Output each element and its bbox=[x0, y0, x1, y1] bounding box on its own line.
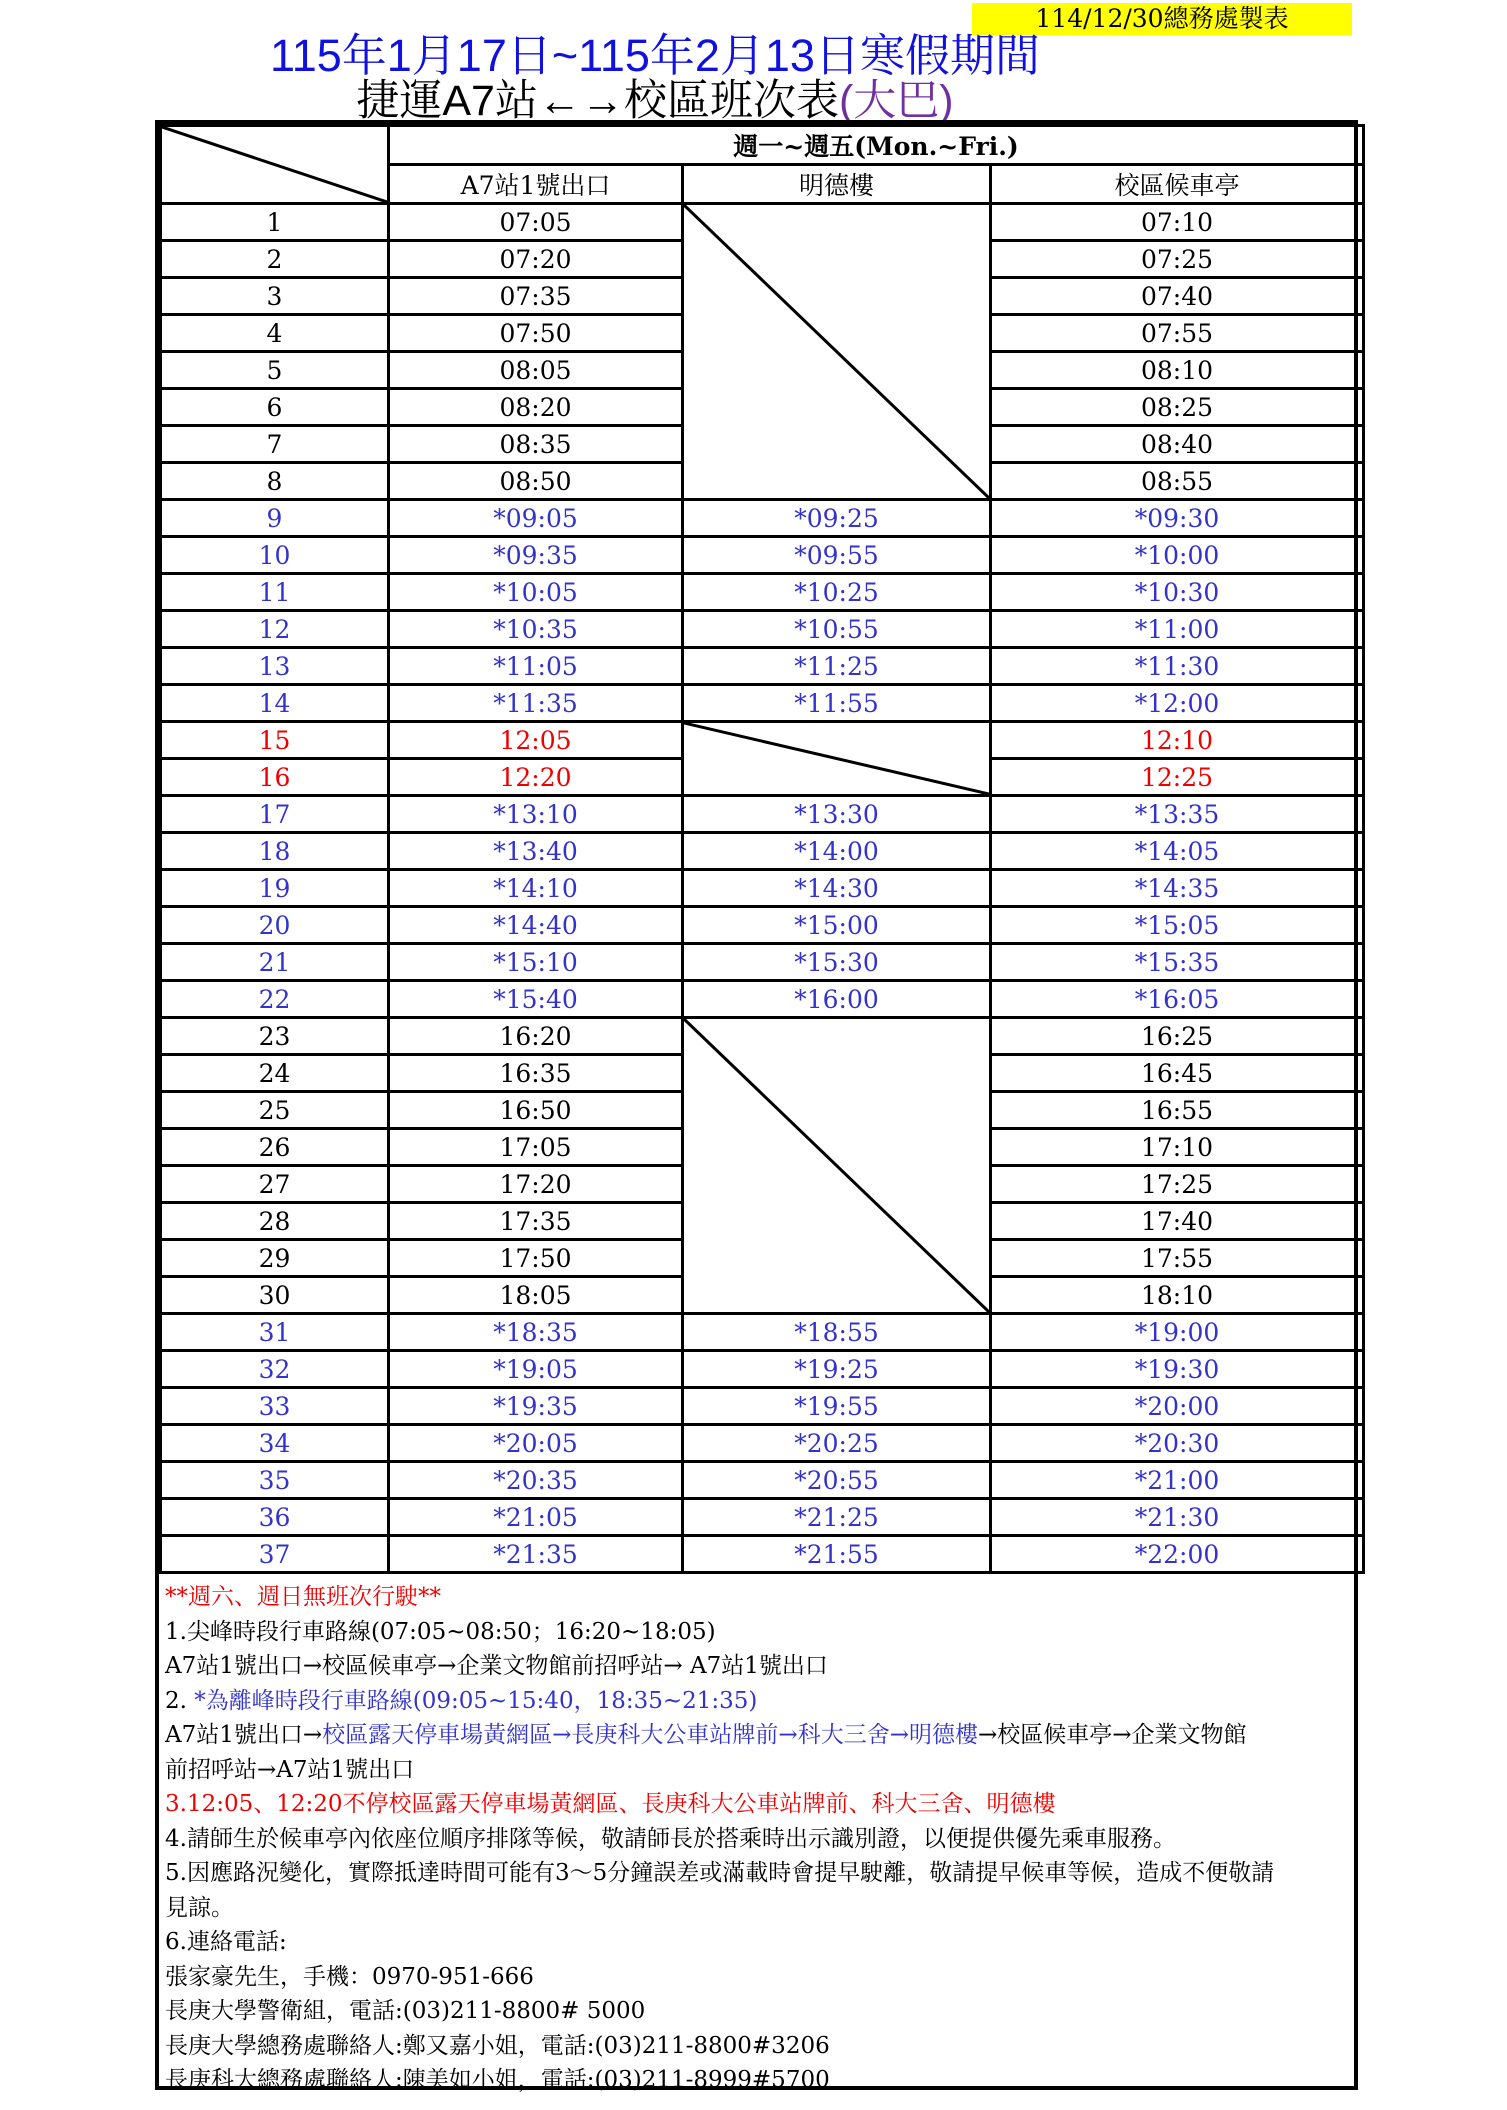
table-row bbox=[161, 648, 1364, 685]
schedule-frame bbox=[155, 120, 1358, 2093]
row-number-cell: 35 bbox=[161, 1462, 389, 1499]
schedule-tbody bbox=[161, 204, 1364, 1573]
row-number-cell: 21 bbox=[161, 944, 389, 981]
time-cell-a7: *09:05 bbox=[389, 500, 683, 537]
note-text-segment: A7站1號出口→校區候車亭→企業文物館前招呼站→ A7站1號出口 bbox=[165, 1653, 828, 1679]
row-number-cell: 20 bbox=[161, 907, 389, 944]
row-number-cell: 27 bbox=[161, 1166, 389, 1203]
row-number-cell: 26 bbox=[161, 1129, 389, 1166]
diagonal-line-icon bbox=[162, 127, 387, 202]
time-cell-campus: 17:25 bbox=[991, 1166, 1364, 1203]
note-line bbox=[165, 1925, 1348, 1960]
time-cell-a7: 08:50 bbox=[389, 463, 683, 500]
no-service-diagonal-cell bbox=[683, 1018, 991, 1314]
time-cell-a7: *19:05 bbox=[389, 1351, 683, 1388]
row-number-cell: 10 bbox=[161, 537, 389, 574]
row-number-cell: 9 bbox=[161, 500, 389, 537]
time-cell-a7: 08:20 bbox=[389, 389, 683, 426]
time-cell-campus: *15:35 bbox=[991, 944, 1364, 981]
time-cell-a7: *20:35 bbox=[389, 1462, 683, 1499]
time-cell-campus: 08:25 bbox=[991, 389, 1364, 426]
time-cell-campus: 18:10 bbox=[991, 1277, 1364, 1314]
time-cell-a7: 12:05 bbox=[389, 722, 683, 759]
time-cell-mingde: *15:30 bbox=[683, 944, 991, 981]
note-line bbox=[165, 1580, 1348, 1615]
weekday-group-header: 週一~週五(Mon.~Fri.) bbox=[389, 126, 1364, 165]
row-number-cell: 34 bbox=[161, 1425, 389, 1462]
time-cell-campus: 12:25 bbox=[991, 759, 1364, 796]
table-row bbox=[161, 1388, 1364, 1425]
time-cell-a7: *14:40 bbox=[389, 907, 683, 944]
time-cell-mingde: *14:30 bbox=[683, 870, 991, 907]
note-text-segment: 長庚科大總務處聯絡人:陳美如小姐，電話:(03)211-8999#5700 bbox=[165, 2067, 830, 2093]
table-row bbox=[161, 611, 1364, 648]
time-cell-mingde: *21:25 bbox=[683, 1499, 991, 1536]
time-cell-a7: 08:35 bbox=[389, 426, 683, 463]
note-text-segment: 6.連絡電話: bbox=[165, 1929, 287, 1955]
time-cell-mingde: *19:25 bbox=[683, 1351, 991, 1388]
time-cell-mingde: *20:25 bbox=[683, 1425, 991, 1462]
time-cell-mingde: *18:55 bbox=[683, 1314, 991, 1351]
note-line bbox=[165, 1787, 1348, 1822]
time-cell-a7: 16:35 bbox=[389, 1055, 683, 1092]
row-number-cell: 6 bbox=[161, 389, 389, 426]
time-cell-a7: *14:10 bbox=[389, 870, 683, 907]
time-cell-campus: *11:30 bbox=[991, 648, 1364, 685]
time-cell-a7: *20:05 bbox=[389, 1425, 683, 1462]
row-number-cell: 18 bbox=[161, 833, 389, 870]
table-row bbox=[161, 1536, 1364, 1573]
row-number-cell: 13 bbox=[161, 648, 389, 685]
time-cell-campus: 16:45 bbox=[991, 1055, 1364, 1092]
maker-label: 114/12/30總務處製表 bbox=[972, 3, 1352, 35]
row-number-cell: 2 bbox=[161, 241, 389, 278]
row-number-cell: 32 bbox=[161, 1351, 389, 1388]
row-number-cell: 17 bbox=[161, 796, 389, 833]
note-line bbox=[165, 1615, 1348, 1650]
page-subtitle bbox=[0, 78, 1310, 124]
time-cell-mingde: *11:25 bbox=[683, 648, 991, 685]
time-cell-mingde: *20:55 bbox=[683, 1462, 991, 1499]
time-cell-a7: *10:35 bbox=[389, 611, 683, 648]
page-title: 115年1月17日~115年2月13日寒假期間 bbox=[270, 30, 1040, 81]
time-cell-campus: 08:55 bbox=[991, 463, 1364, 500]
note-text-segment: 4.請師生於候車亭內依座位順序排隊等候，敬請師長於搭乘時出示識別證，以便提供優先乘車服務。 bbox=[165, 1825, 1176, 1852]
table-row bbox=[161, 907, 1364, 944]
table-row bbox=[161, 204, 1364, 241]
time-cell-a7: *15:40 bbox=[389, 981, 683, 1018]
time-cell-a7: *21:05 bbox=[389, 1499, 683, 1536]
time-cell-mingde: *14:00 bbox=[683, 833, 991, 870]
row-number-cell: 22 bbox=[161, 981, 389, 1018]
note-line bbox=[165, 1822, 1348, 1857]
row-number-cell: 36 bbox=[161, 1499, 389, 1536]
col-header-mingde-building: 明德樓 bbox=[683, 165, 991, 204]
time-cell-a7: 16:50 bbox=[389, 1092, 683, 1129]
time-cell-campus: *13:35 bbox=[991, 796, 1364, 833]
time-cell-a7: *11:05 bbox=[389, 648, 683, 685]
subtitle-bus-type: (大巴) bbox=[838, 77, 954, 125]
time-cell-campus: 07:40 bbox=[991, 278, 1364, 315]
time-cell-mingde: *11:55 bbox=[683, 685, 991, 722]
corner-cell bbox=[161, 126, 389, 204]
table-row bbox=[161, 1351, 1364, 1388]
table-row bbox=[161, 833, 1364, 870]
time-cell-a7: *11:35 bbox=[389, 685, 683, 722]
table-row bbox=[161, 944, 1364, 981]
diagonal-line-icon bbox=[684, 205, 989, 498]
row-number-cell: 5 bbox=[161, 352, 389, 389]
note-text-segment: 3.12:05、12:20不停校區露天停車場黃網區、長庚科大公車站牌前、科大三舍、明德樓 bbox=[165, 1791, 1056, 1817]
header-row-group bbox=[161, 126, 1364, 165]
table-row bbox=[161, 574, 1364, 611]
time-cell-campus: *21:00 bbox=[991, 1462, 1364, 1499]
time-cell-campus: *14:35 bbox=[991, 870, 1364, 907]
note-line bbox=[165, 1856, 1348, 1891]
note-text-segment: 前招呼站→A7站1號出口 bbox=[165, 1756, 415, 1783]
table-row bbox=[161, 1314, 1364, 1351]
time-cell-campus: *12:00 bbox=[991, 685, 1364, 722]
row-number-cell: 3 bbox=[161, 278, 389, 315]
time-cell-campus: *20:30 bbox=[991, 1425, 1364, 1462]
time-cell-a7: *19:35 bbox=[389, 1388, 683, 1425]
time-cell-mingde: *09:55 bbox=[683, 537, 991, 574]
time-cell-a7: *13:10 bbox=[389, 796, 683, 833]
row-number-cell: 14 bbox=[161, 685, 389, 722]
note-text-segment: 1.尖峰時段行車路線(07:05~08:50；16:20~18:05) bbox=[165, 1618, 716, 1645]
table-row bbox=[161, 500, 1364, 537]
time-cell-campus: *10:30 bbox=[991, 574, 1364, 611]
time-cell-a7: *18:35 bbox=[389, 1314, 683, 1351]
note-line bbox=[165, 1960, 1348, 1995]
row-number-cell: 28 bbox=[161, 1203, 389, 1240]
table-row bbox=[161, 1499, 1364, 1536]
time-cell-a7: 18:05 bbox=[389, 1277, 683, 1314]
time-cell-mingde: *16:00 bbox=[683, 981, 991, 1018]
col-header-campus-shelter: 校區候車亭 bbox=[991, 165, 1364, 204]
row-number-cell: 24 bbox=[161, 1055, 389, 1092]
time-cell-a7: *09:35 bbox=[389, 537, 683, 574]
time-cell-a7: 12:20 bbox=[389, 759, 683, 796]
note-text-segment: 張家豪先生，手機：0970-951-666 bbox=[165, 1963, 534, 1990]
note-text-segment: 長庚大學總務處聯絡人:鄭又嘉小姐，電話:(03)211-8800#3206 bbox=[165, 2032, 830, 2059]
time-cell-a7: *10:05 bbox=[389, 574, 683, 611]
table-row bbox=[161, 1462, 1364, 1499]
row-number-cell: 4 bbox=[161, 315, 389, 352]
time-cell-campus: *14:05 bbox=[991, 833, 1364, 870]
time-cell-campus: *19:30 bbox=[991, 1351, 1364, 1388]
note-line bbox=[165, 1684, 1348, 1719]
time-cell-campus: *09:30 bbox=[991, 500, 1364, 537]
time-cell-campus: 16:55 bbox=[991, 1092, 1364, 1129]
time-cell-a7: 08:05 bbox=[389, 352, 683, 389]
time-cell-campus: *11:00 bbox=[991, 611, 1364, 648]
time-cell-campus: *10:00 bbox=[991, 537, 1364, 574]
no-service-diagonal-cell bbox=[683, 722, 991, 796]
note-text-segment: →校區候車亭→企業文物館 bbox=[977, 1722, 1247, 1748]
time-cell-mingde: *13:30 bbox=[683, 796, 991, 833]
time-cell-a7: 07:20 bbox=[389, 241, 683, 278]
table-row bbox=[161, 722, 1364, 759]
note-text-segment: 2. bbox=[165, 1687, 195, 1714]
table-row bbox=[161, 870, 1364, 907]
row-number-cell: 11 bbox=[161, 574, 389, 611]
row-number-cell: 23 bbox=[161, 1018, 389, 1055]
time-cell-campus: *22:00 bbox=[991, 1536, 1364, 1573]
row-number-cell: 19 bbox=[161, 870, 389, 907]
time-cell-a7: 17:20 bbox=[389, 1166, 683, 1203]
row-number-cell: 15 bbox=[161, 722, 389, 759]
row-number-cell: 37 bbox=[161, 1536, 389, 1573]
note-line bbox=[165, 1649, 1348, 1684]
time-cell-campus: 12:10 bbox=[991, 722, 1364, 759]
col-header-a7-exit1: A7站1號出口 bbox=[389, 165, 683, 204]
time-cell-a7: 17:05 bbox=[389, 1129, 683, 1166]
time-cell-a7: 07:35 bbox=[389, 278, 683, 315]
schedule-table bbox=[159, 124, 1365, 1574]
time-cell-a7: 07:50 bbox=[389, 315, 683, 352]
time-cell-mingde: *09:25 bbox=[683, 500, 991, 537]
note-line bbox=[165, 2029, 1348, 2064]
note-text-segment: 長庚大學警衛組，電話:(03)211-8800# 5000 bbox=[165, 1998, 646, 2024]
time-cell-campus: *20:00 bbox=[991, 1388, 1364, 1425]
row-number-cell: 12 bbox=[161, 611, 389, 648]
time-cell-mingde: *15:00 bbox=[683, 907, 991, 944]
note-text-segment: 見諒。 bbox=[165, 1894, 234, 1921]
row-number-cell: 16 bbox=[161, 759, 389, 796]
note-text-segment: A7站1號出口→ bbox=[165, 1722, 323, 1748]
note-line bbox=[165, 1994, 1348, 2029]
table-row bbox=[161, 537, 1364, 574]
subtitle-main: 捷運A7站←→校區班次表 bbox=[356, 77, 839, 125]
time-cell-a7: 07:05 bbox=[389, 204, 683, 241]
diagonal-line-icon bbox=[684, 723, 989, 794]
table-row bbox=[161, 796, 1364, 833]
row-number-cell: 7 bbox=[161, 426, 389, 463]
table-row bbox=[161, 1018, 1364, 1055]
row-number-cell: 31 bbox=[161, 1314, 389, 1351]
note-line bbox=[165, 1753, 1348, 1788]
table-row bbox=[161, 981, 1364, 1018]
row-number-cell: 1 bbox=[161, 204, 389, 241]
note-text-segment: 5.因應路況變化，實際抵達時間可能有3～5分鐘誤差或滿載時會提早駛離，敬請提早候車等候，造成不便敬請 bbox=[165, 1860, 1275, 1886]
time-cell-mingde: *19:55 bbox=[683, 1388, 991, 1425]
time-cell-campus: 07:25 bbox=[991, 241, 1364, 278]
row-number-cell: 33 bbox=[161, 1388, 389, 1425]
note-text-segment: 校區露天停車場黃網區→長庚科大公車站牌前→科大三舍→明德樓 bbox=[322, 1722, 978, 1748]
time-cell-campus: 17:10 bbox=[991, 1129, 1364, 1166]
time-cell-campus: *16:05 bbox=[991, 981, 1364, 1018]
time-cell-a7: *15:10 bbox=[389, 944, 683, 981]
table-row bbox=[161, 685, 1364, 722]
time-cell-campus: *19:00 bbox=[991, 1314, 1364, 1351]
time-cell-campus: 17:55 bbox=[991, 1240, 1364, 1277]
time-cell-a7: 17:50 bbox=[389, 1240, 683, 1277]
row-number-cell: 25 bbox=[161, 1092, 389, 1129]
time-cell-campus: 08:40 bbox=[991, 426, 1364, 463]
time-cell-a7: 17:35 bbox=[389, 1203, 683, 1240]
row-number-cell: 29 bbox=[161, 1240, 389, 1277]
row-number-cell: 30 bbox=[161, 1277, 389, 1314]
time-cell-a7: *21:35 bbox=[389, 1536, 683, 1573]
time-cell-campus: 08:10 bbox=[991, 352, 1364, 389]
time-cell-a7: *13:40 bbox=[389, 833, 683, 870]
time-cell-campus: 07:10 bbox=[991, 204, 1364, 241]
note-line bbox=[165, 1891, 1348, 1926]
no-service-diagonal-cell bbox=[683, 204, 991, 500]
time-cell-campus: 16:25 bbox=[991, 1018, 1364, 1055]
note-text-segment: *為離峰時段行車路線(09:05~15:40，18:35~21:35) bbox=[194, 1687, 758, 1714]
time-cell-mingde: *10:25 bbox=[683, 574, 991, 611]
row-number-cell: 8 bbox=[161, 463, 389, 500]
note-line bbox=[165, 2063, 1348, 2098]
table-row bbox=[161, 1425, 1364, 1462]
notes-section bbox=[159, 1574, 1354, 2098]
note-line bbox=[165, 1718, 1348, 1753]
time-cell-campus: 17:40 bbox=[991, 1203, 1364, 1240]
time-cell-a7: 16:20 bbox=[389, 1018, 683, 1055]
note-text-segment: **週六、週日無班次行駛** bbox=[165, 1584, 441, 1610]
time-cell-campus: *21:30 bbox=[991, 1499, 1364, 1536]
diagonal-line-icon bbox=[684, 1019, 989, 1312]
time-cell-campus: 07:55 bbox=[991, 315, 1364, 352]
time-cell-mingde: *10:55 bbox=[683, 611, 991, 648]
time-cell-campus: *15:05 bbox=[991, 907, 1364, 944]
time-cell-mingde: *21:55 bbox=[683, 1536, 991, 1573]
